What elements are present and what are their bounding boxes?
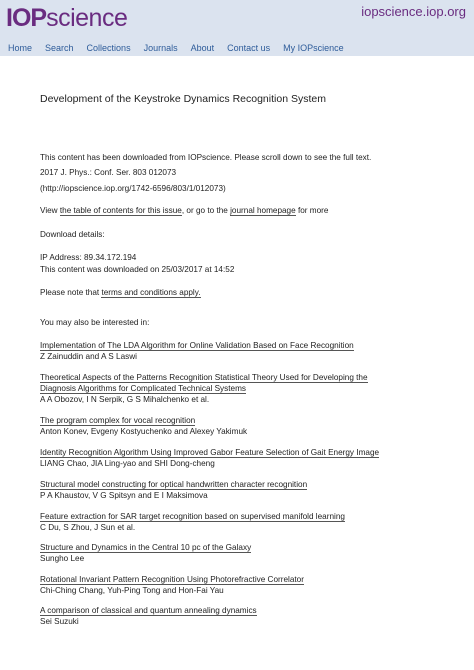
related-item	[40, 447, 379, 469]
main-nav	[0, 40, 474, 56]
related-item	[40, 415, 247, 437]
related-item-authors: A A Obozov, I N Serpik, G S Mihalchenko et al.	[40, 395, 210, 404]
related-item	[40, 372, 368, 405]
site-url[interactable]: iopscience.iop.org	[361, 4, 466, 19]
related-item	[40, 542, 251, 564]
related-item-title[interactable]: Structure and Dynamics in the Central 10 pc of the Galaxy	[40, 543, 252, 552]
note-prefix: Please note that	[40, 288, 102, 297]
nav-journals[interactable]: Journals	[143, 43, 178, 53]
related-item-title-cont[interactable]: Diagnosis Algorithms for Complicated Technical Systems	[40, 384, 246, 393]
related-item-authors: Anton Konev, Evgeny Kostyuchenko and Alexey Yakimuk	[40, 427, 248, 436]
related-item-authors: Z Zainuddin and A S Laswi	[40, 352, 137, 361]
related-item-title[interactable]: The program complex for vocal recognition	[40, 416, 196, 425]
related-item-title[interactable]: Rotational Invariant Pattern Recognition Using Photorefractive Correlator	[40, 575, 304, 584]
related-item-authors: Sei Suzuki	[40, 617, 79, 626]
related-heading: You may also be interested in:	[40, 318, 150, 327]
related-item-title[interactable]: Implementation of The LDA Algorithm for Online Validation Based on Face Recognition	[40, 341, 354, 350]
view-suffix: for more	[295, 206, 329, 215]
related-item-authors: Chi-Ching Chang, Yuh-Ping Tong and Hon-Fai Yau	[40, 586, 224, 595]
related-item	[40, 574, 304, 596]
related-item-title[interactable]: A comparison of classical and quantum annealing dynamics	[40, 606, 257, 615]
citation: 2017 J. Phys.: Conf. Ser. 803 012073	[40, 168, 177, 177]
iopscience-logo[interactable]	[6, 2, 127, 34]
terms-link[interactable]: terms and conditions apply.	[101, 288, 201, 297]
nav-about[interactable]: About	[190, 43, 215, 53]
nav-contact-us[interactable]: Contact us	[227, 43, 271, 53]
toc-link[interactable]: the table of contents for this issue	[59, 206, 182, 215]
terms-note	[40, 287, 201, 298]
related-item	[40, 605, 257, 627]
downloaded-on: This content was downloaded on 25/03/2017 at 14:52	[40, 265, 235, 274]
related-item-title[interactable]: Structural model constructing for optical handwritten character recognition	[40, 480, 308, 489]
related-item-authors: C Du, S Zhou, J Sun et al.	[40, 523, 136, 532]
doi-url: (http://iopscience.iop.org/1742-6596/803/1/012073)	[40, 184, 226, 193]
download-details-label: Download details:	[40, 230, 105, 239]
nav-search[interactable]: Search	[45, 43, 74, 53]
related-item	[40, 479, 307, 501]
nav-my-iopscience[interactable]: My IOPscience	[283, 43, 344, 53]
ip-address: IP Address: 89.34.172.194	[40, 253, 137, 262]
logo-iop-text: IOP	[6, 4, 47, 32]
journal-homepage-link[interactable]: journal homepage	[230, 206, 296, 215]
view-line	[40, 205, 328, 216]
nav-collections[interactable]: Collections	[86, 43, 131, 53]
download-notice: This content has been downloaded from IOPscience. Please scroll down to see the full text.	[40, 153, 372, 162]
nav-home[interactable]: Home	[8, 43, 33, 53]
related-item	[40, 511, 345, 533]
related-item-authors: P A Khaustov, V G Spitsyn and E I Maksimova	[40, 491, 208, 500]
site-header	[0, 0, 474, 56]
related-item-authors: Sungho Lee	[40, 554, 85, 563]
related-item	[40, 340, 354, 362]
related-item-title[interactable]: Identity Recognition Algorithm Using Improved Gabor Feature Selection of Gait Energy Image	[40, 448, 380, 457]
related-item-title[interactable]: Feature extraction for SAR target recognition based on supervised manifold learning	[40, 512, 345, 521]
view-prefix: View	[40, 206, 60, 215]
related-item-authors: LIANG Chao, JIA Ling-yao and SHI Dong-cheng	[40, 459, 215, 468]
article-title: Development of the Keystroke Dynamics Recognition System	[40, 93, 326, 105]
view-middle: , or go to the	[181, 206, 231, 215]
related-item-title[interactable]: Theoretical Aspects of the Patterns Recognition Statistical Theory Used for Developing the	[40, 373, 368, 382]
logo-science-text: science	[46, 4, 128, 32]
